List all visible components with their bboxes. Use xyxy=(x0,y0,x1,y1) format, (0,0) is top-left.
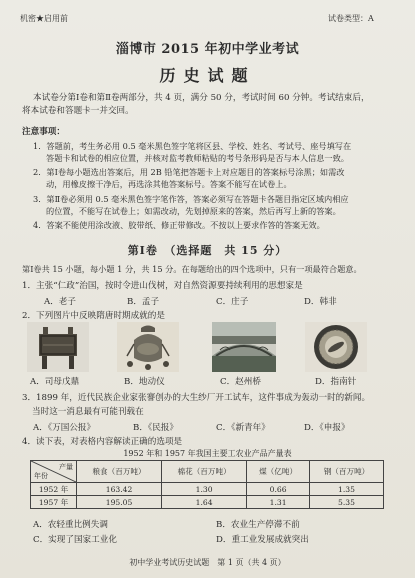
year-cell: 1952 年 xyxy=(31,483,77,496)
table-row xyxy=(31,483,384,496)
page-footer: 初中学业考试历史试题 第 1 页（共 4 页） xyxy=(129,558,286,567)
column-header: 棉花（百万吨） xyxy=(162,461,247,483)
q3-stem-line-1: 3．1899 年，近代民族企业家张謇创办的大生纱厂开工试车，这件事成为轰动一时的新闻。 xyxy=(22,393,371,403)
section-1-instructions: 第Ⅰ卷共 15 小题，每小题 1 分，共 15 分。在每题给出的四个选项中，只有一项最符合题意。 xyxy=(22,264,362,274)
q4-option-c: C．实现了国家工业化 xyxy=(33,535,117,545)
subject-title: 历史试题 xyxy=(159,66,256,85)
note-3a: 3．第Ⅱ卷必须用 0.5 毫米黑色签字笔作答，答案必须写在答题卡各题目指定区域内相应 xyxy=(33,194,349,204)
q2-option-d: D．指南针 xyxy=(315,377,357,387)
q2-option-c: C．赵州桥 xyxy=(220,377,261,387)
note-1b: 答题卡和试卷的相应位置，并核对监考教师粘贴的考号条形码是否与本人信息一致。 xyxy=(46,153,349,163)
ding-vessel-image xyxy=(27,322,89,372)
q3-option-a: A．《万国公报》 xyxy=(33,423,96,433)
production-table xyxy=(30,460,384,509)
q1-stem: 1．主张“仁政”治国，按时令进山伐树，对自然资源要持续利用的思想家是 xyxy=(22,281,303,291)
confidential-label: 机密★启用前 xyxy=(20,14,68,23)
q3-option-d: D．《申报》 xyxy=(304,423,350,433)
table-row xyxy=(31,496,384,509)
corner-year-label: 年份 xyxy=(34,472,48,480)
q4-stem: 4．读下表，对表格内容解读正确的选项是 xyxy=(22,437,183,447)
intro-line-2: 将本试卷和答题卡一并交回。 xyxy=(22,106,134,116)
note-1a: 1．答题前，考生务必用 0.5 毫米黑色签字笔将区县、学校、姓名、考试号、座号填写在 xyxy=(33,141,352,151)
table-cell: 1.30 xyxy=(162,483,247,496)
note-4: 4．答案不能使用涂改液、胶带纸、修正带修改。不按以上要求作答的答案无效。 xyxy=(33,220,325,230)
exam-title: 淄博市 2015 年初中学业考试 xyxy=(115,42,300,57)
q2-option-b: B．地动仪 xyxy=(124,377,165,387)
table-cell: 5.35 xyxy=(310,496,384,509)
compass-image xyxy=(305,322,367,372)
column-header: 钢（百万吨） xyxy=(310,461,384,483)
q4-option-a: A．农轻重比例失调 xyxy=(33,520,108,530)
q2-option-a: A．司母戊鼎 xyxy=(30,377,80,387)
q3-option-c: C．《新青年》 xyxy=(216,423,270,433)
intro-line-1: 本试卷分第Ⅰ卷和第Ⅱ卷两部分，共 4 页，满分 50 分，考试时间 60 分钟。考试结束后， xyxy=(33,93,370,103)
paper-type-label: 试卷类型：A xyxy=(328,14,374,23)
q4-option-d: D．重工业发展成就突出 xyxy=(216,535,309,545)
note-3b: 的位置，不能写在试卷上；如需改动，先划掉原来的答案，然后再写上新的答案。 xyxy=(46,206,341,216)
table-title: 1952 年和 1957 年我国主要工农业产品产量表 xyxy=(123,449,292,458)
q1-option-d: D．韩非 xyxy=(304,297,337,307)
note-2b: 动，用橡皮擦干净后，再选涂其他答案标号。答案不能写在试卷上。 xyxy=(46,179,292,189)
q2-stem: 2．下列图片中反映隋唐时期成就的是 xyxy=(22,311,165,321)
table-cell: 0.66 xyxy=(247,483,310,496)
table-cell: 1.35 xyxy=(310,483,384,496)
column-header: 煤（亿吨） xyxy=(247,461,310,483)
table-header-row xyxy=(31,461,384,483)
q1-option-c: C．庄子 xyxy=(216,297,249,307)
table-cell: 195.05 xyxy=(77,496,162,509)
table-cell: 1.64 xyxy=(162,496,247,509)
q3-stem-line-2: 当时这一消息最有可能刊载在 xyxy=(32,407,144,417)
table-corner-cell xyxy=(31,461,77,483)
q3-option-b: B．《民报》 xyxy=(133,423,178,433)
zhaozhou-bridge-image xyxy=(212,322,276,372)
table-cell: 1.31 xyxy=(247,496,310,509)
q1-option-a: A．老子 xyxy=(44,297,76,307)
notes-heading: 注意事项： xyxy=(22,127,65,137)
corner-output-label: 产量 xyxy=(59,463,73,471)
q4-option-b: B．农业生产停滞不前 xyxy=(216,520,300,530)
table-cell: 163.42 xyxy=(77,483,162,496)
note-2a: 2．第Ⅰ卷每小题选出答案后，用 2B 铅笔把答题卡上对应题目的答案标号涂黑；如需改 xyxy=(33,167,345,177)
seismograph-image xyxy=(117,322,179,372)
year-cell: 1957 年 xyxy=(31,496,77,509)
q1-option-b: B．孟子 xyxy=(127,297,160,307)
column-header: 粮食（百万吨） xyxy=(77,461,162,483)
section-1-title: 第Ⅰ卷 （选择题 共 15 分） xyxy=(127,244,288,257)
